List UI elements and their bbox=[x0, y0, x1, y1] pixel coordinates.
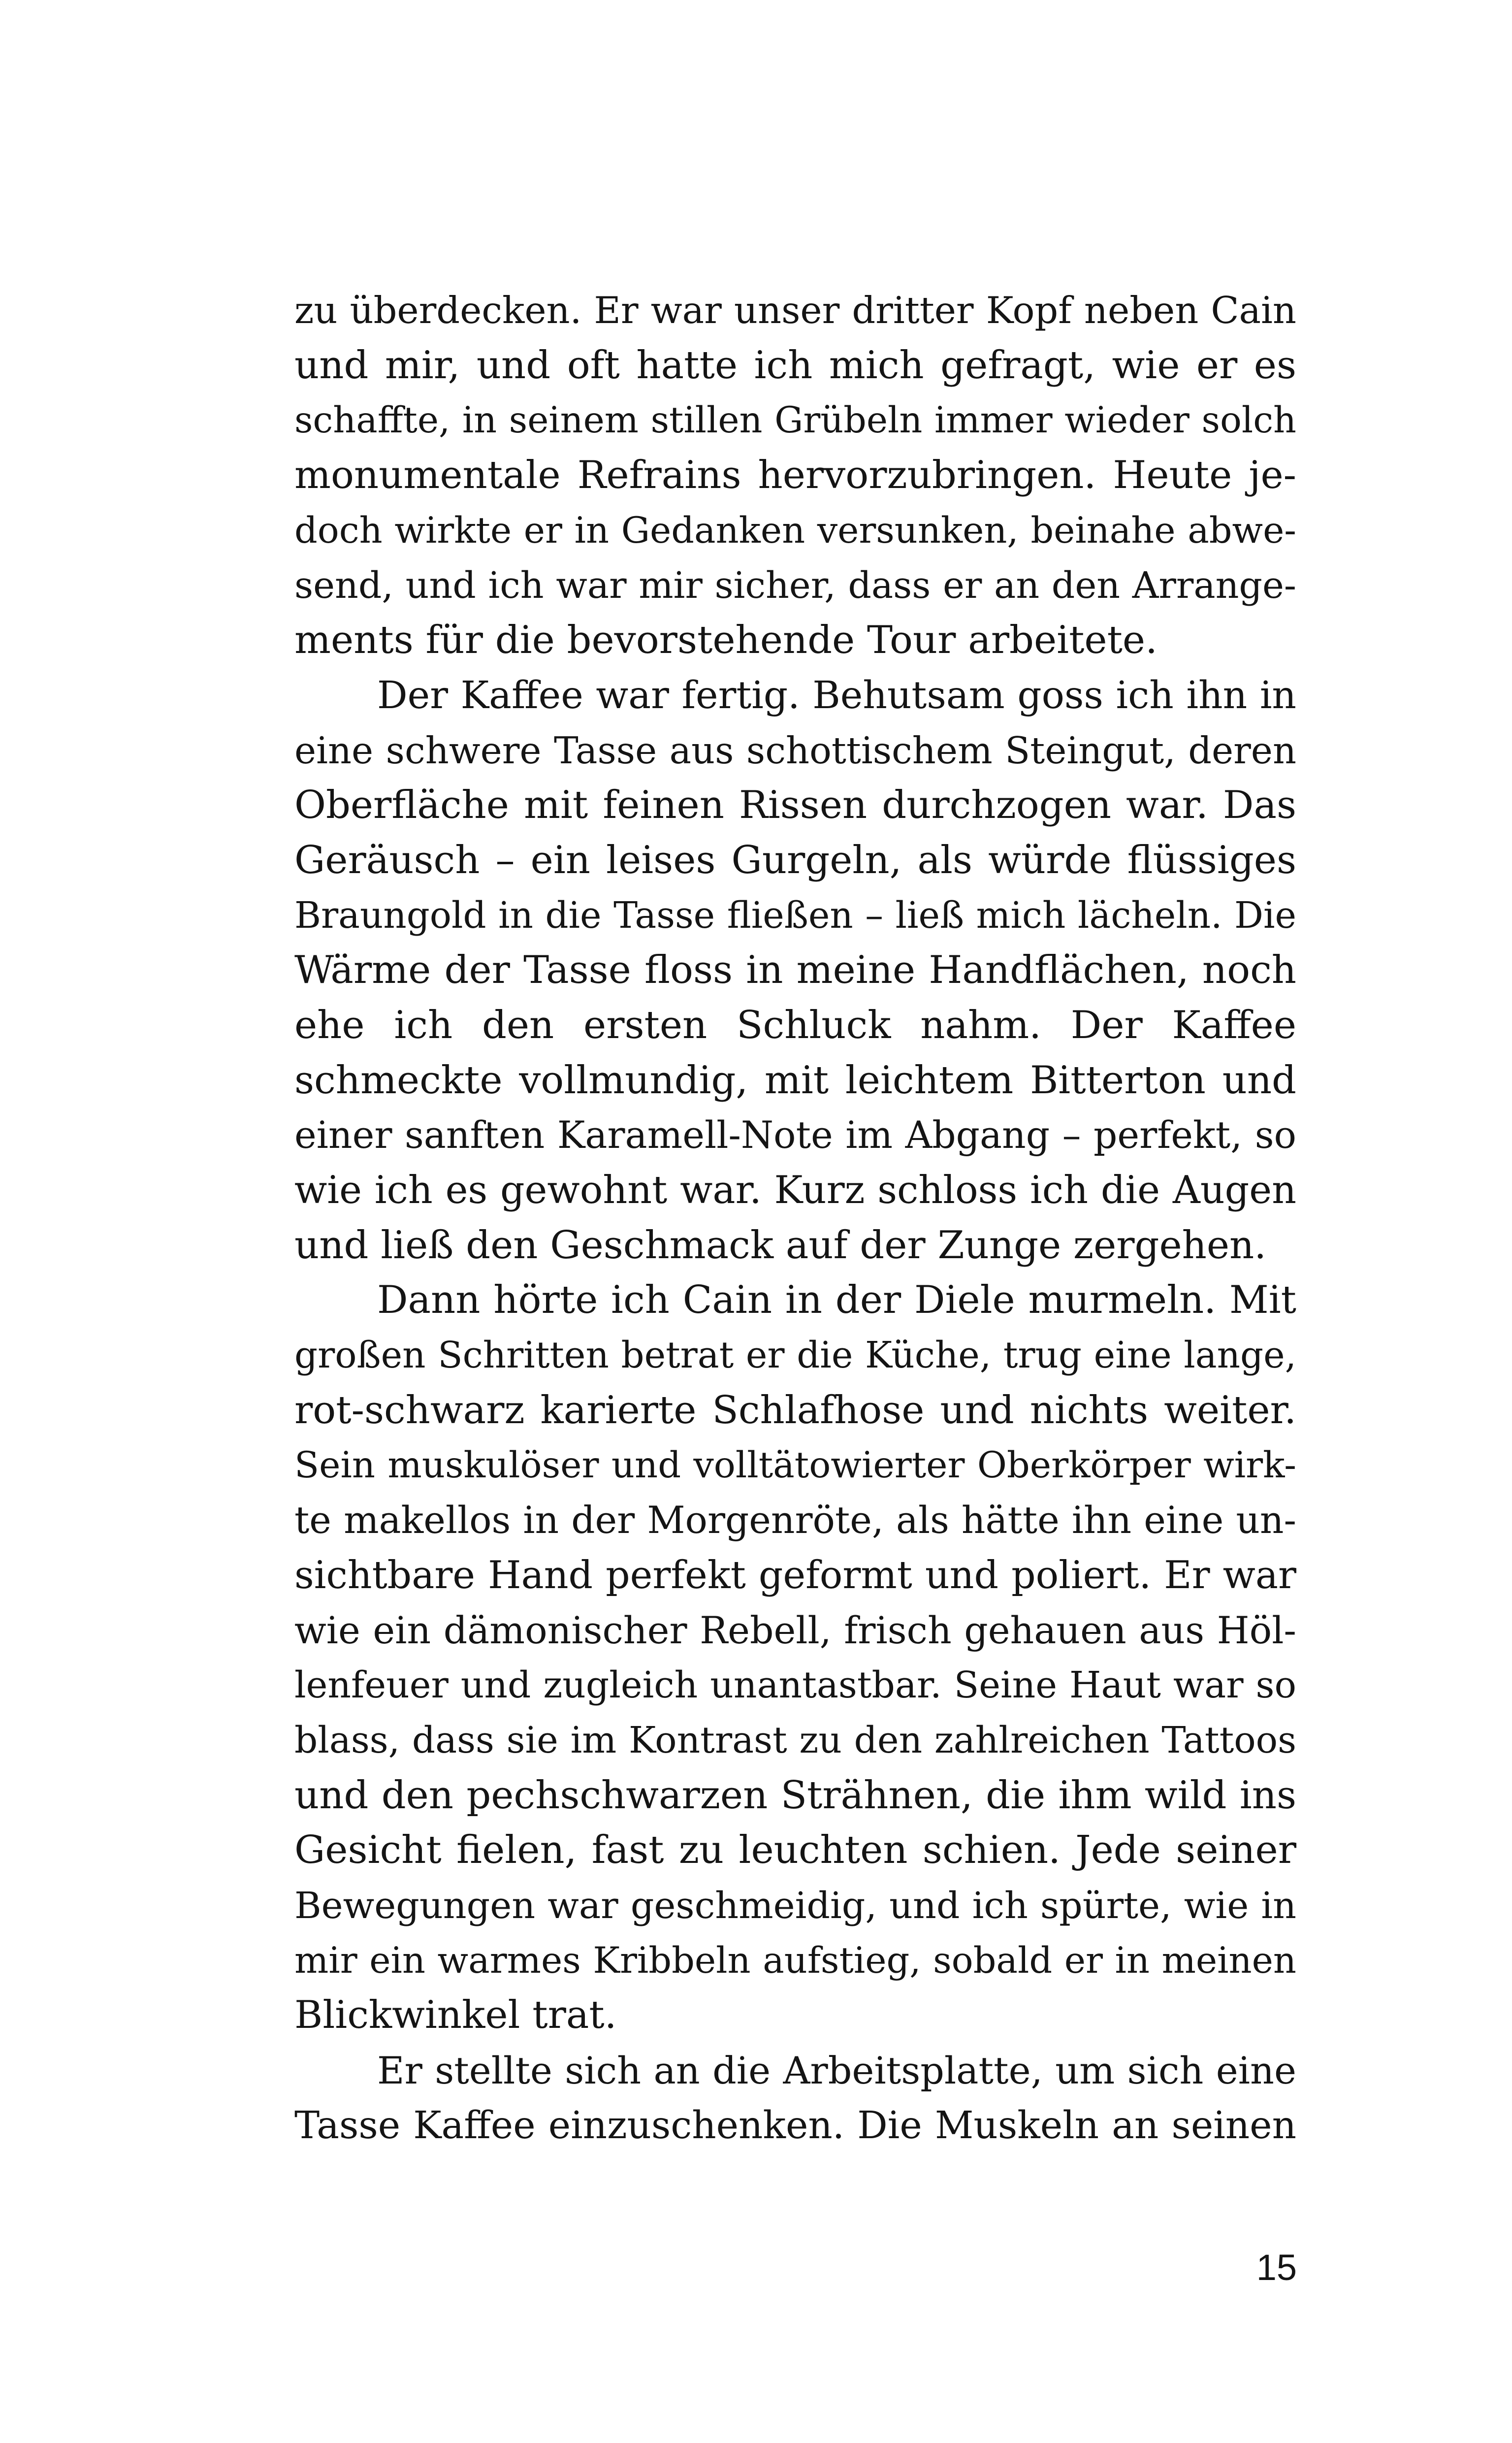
text-line: Blickwinkel trat. bbox=[294, 1993, 617, 2038]
text-line: lenfeuer und zugleich unantastbar. Seine Haut war so bbox=[294, 1664, 1296, 1707]
text-line: rot-schwarz karierte Schlafhose und nichts weiter. bbox=[294, 1388, 1296, 1433]
text-line: mir ein warmes Kribbeln aufstieg, sobald er in meinen bbox=[294, 1939, 1296, 1982]
text-line: Tasse Kaffee einzuschenken. Die Muskeln an seinen bbox=[294, 2103, 1296, 2148]
text-line: schmeckte vollmundig, mit leichtem Bitterton und bbox=[294, 1058, 1296, 1103]
text-line: ments für die bevorstehende Tour arbeitete. bbox=[294, 618, 1158, 663]
text-line: eine schwere Tasse aus schottischem Steingut, deren bbox=[294, 729, 1296, 772]
text-line: doch wirkte er in Gedanken versunken, beinahe abwe- bbox=[294, 509, 1296, 552]
text-line: Bewegungen war geschmeidig, und ich spürte, wie in bbox=[294, 1884, 1296, 1927]
page-number: 15 bbox=[1256, 2247, 1297, 2288]
text-line: Der Kaffee war fertig. Behutsam goss ich ihn in bbox=[377, 673, 1296, 717]
text-line: Braungold in die Tasse fließen – ließ mich lächeln. Die bbox=[294, 894, 1296, 937]
text-line: Oberfläche mit feinen Rissen durchzogen war. Das bbox=[294, 783, 1296, 828]
text-line: großen Schritten betrat er die Küche, trug eine lange, bbox=[294, 1335, 1296, 1377]
text-line: wie ein dämonischer Rebell, frisch gehauen aus Höl- bbox=[294, 1608, 1296, 1652]
text-line: Er stellte sich an die Arbeitsplatte, um sich eine bbox=[377, 2049, 1296, 2092]
text-line: und mir, und oft hatte ich mich gefragt, wie er es bbox=[294, 343, 1296, 388]
text-line: send, und ich war mir sicher, dass er an den Arrange- bbox=[294, 564, 1296, 607]
text-line: Sein muskulöser und volltätowierter Oberkörper wirk- bbox=[294, 1444, 1296, 1487]
text-line: ehe ich den ersten Schluck nahm. Der Kaffee bbox=[294, 1003, 1296, 1047]
text-line: einer sanften Karamell-Note im Abgang – perfekt, so bbox=[294, 1113, 1296, 1157]
text-line: monumentale Refrains hervorzubringen. Heute je- bbox=[294, 453, 1296, 498]
text-line: Wärme der Tasse floss in meine Handflächen, noch bbox=[294, 948, 1296, 993]
text-line: sichtbare Hand perfekt geformt und poliert. Er war bbox=[294, 1553, 1296, 1597]
body-text bbox=[294, 283, 1296, 2153]
text-line: te makellos in der Morgenröte, als hätte ihn eine un- bbox=[294, 1498, 1296, 1542]
text-line: Gesicht fielen, fast zu leuchten schien. Jede seiner bbox=[294, 1828, 1296, 1873]
text-line: Dann hörte ich Cain in der Diele murmeln. Mit bbox=[377, 1278, 1296, 1323]
text-line: wie ich es gewohnt war. Kurz schloss ich die Augen bbox=[294, 1168, 1296, 1212]
text-line: schaffte, in seinem stillen Grübeln immer wieder solch bbox=[294, 399, 1296, 442]
text-line: Geräusch – ein leises Gurgeln, als würde flüssiges bbox=[294, 838, 1296, 882]
text-line: zu überdecken. Er war unser dritter Kopf neben Cain bbox=[294, 289, 1296, 332]
text-line: blass, dass sie im Kontrast zu den zahlreichen Tattoos bbox=[294, 1719, 1296, 1761]
text-line: und ließ den Geschmack auf der Zunge zergehen. bbox=[294, 1223, 1267, 1268]
text-line: und den pechschwarzen Strähnen, die ihm wild ins bbox=[294, 1773, 1296, 1818]
